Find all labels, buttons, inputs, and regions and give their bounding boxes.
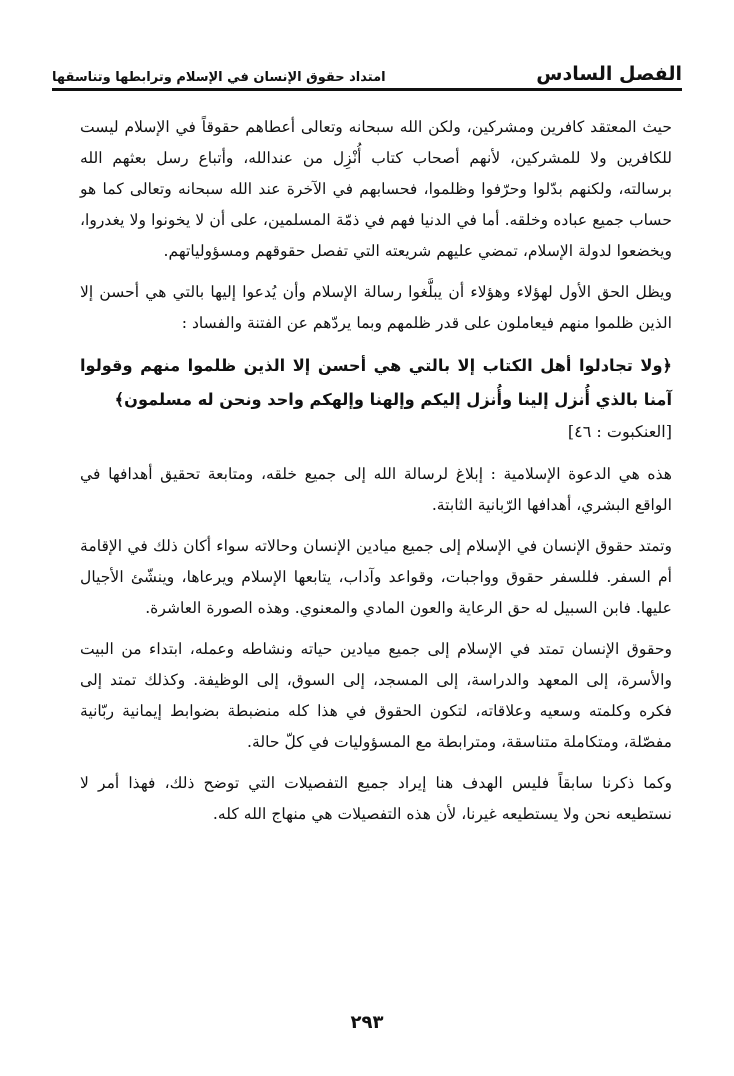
paragraph-6: وكما ذكرنا سابقاً فليس الهدف هنا إيراد جميع التفصيلات التي توضح ذلك، فهذا أمر لا نستطيعه نحن ولا يستطيعه غيرنا، لأن هذه التفصيلات هي منهاج الله كله. — [80, 774, 672, 823]
page-header — [52, 44, 682, 91]
page-number: ٢٩٣ — [350, 1012, 384, 1033]
paragraph-3: هذه هي الدعوة الإسلامية : إبلاغ لرسالة الله إلى جميع خلقه، ومتابعة تحقيق أهدافها في الواقع البشري، أهدافها الرّبانية الثابتة. — [80, 465, 672, 514]
chapter-title: الفصل السادس — [536, 63, 682, 85]
quran-reference: [العنكبوت : ٤٦] — [567, 422, 672, 441]
paragraph-1: حيث المعتقد كافرين ومشركين، ولكن الله سبحانه وتعالى أعطاهم حقوقاً في الإسلام ليست للكافرين ولا للمشركين، لأنهم أصحاب كتاب أُنْزِل من عندالله، وأتباع رسل بعثهم الله برسالته، ولكنهم بدّلوا وحرّفوا وظلموا، فحسابهم في الآخرة عند الله سبحانه وتعالى كما هو حساب جميع عباده وخلقه. أما في الدنيا فهم في ذمّة المسلمين، على أن لا يخونوا ولا يغدروا، ويخضعوا لدولة الإسلام، تمضي عليهم شريعته التي تفصل حقوقهم ومسؤولياتهم. — [80, 118, 672, 260]
page-body — [80, 112, 672, 840]
quran-verse: ﴿ولا تجادلوا أهل الكتاب إلا بالتي هي أحسن إلا الذين ظلموا منهم وقولوا آمنا بالذي أُنزل إلينا وأُنزل إليكم وإلهنا وإلهكم واحد ونحن له مسلمون﴾ — [80, 356, 672, 409]
paragraph-2: ويظل الحق الأول لهؤلاء وهؤلاء أن يبلَّغوا رسالة الإسلام وأن يُدعوا إليها بالتي هي أحسن إلا الذين ظلموا منهم فيعاملون على قدر ظلمهم وبما يردّهم عن الفتنة والفساد : — [80, 283, 672, 332]
paragraph-4: وتمتد حقوق الإنسان في الإسلام إلى جميع ميادين الإنسان وحالاته سواء أكان ذلك في الإقامة أم السفر. فللسفر حقوق وواجبات، وقواعد وآداب، يتابعها الإسلام ويرعاها، وينشّئ الأجيال عليها. فابن السبيل له حق الرعاية والعون المادي والمعنوي. وهذه الصورة العاشرة. — [80, 537, 672, 617]
running-title: امتداد حقوق الإنسان في الإسلام وترابطها وتناسقها — [52, 70, 386, 85]
paragraph-5: وحقوق الإنسان تمتد في الإسلام إلى جميع ميادين حياته ونشاطه وعمله، ابتداء من البيت والأسرة، إلى المعهد والدراسة، إلى المسجد، إلى السوق، إلى الوظيفة. وكذلك تمتد إلى فكره وكلمته وسعيه وعلاقاته، لتكون الحقوق في هذا كله منضبطة بضوابط إيمانية ربّانية مفصّلة، ومتكاملة متناسقة، ومترابطة مع المسؤوليات في كلّ حالة. — [80, 640, 672, 751]
